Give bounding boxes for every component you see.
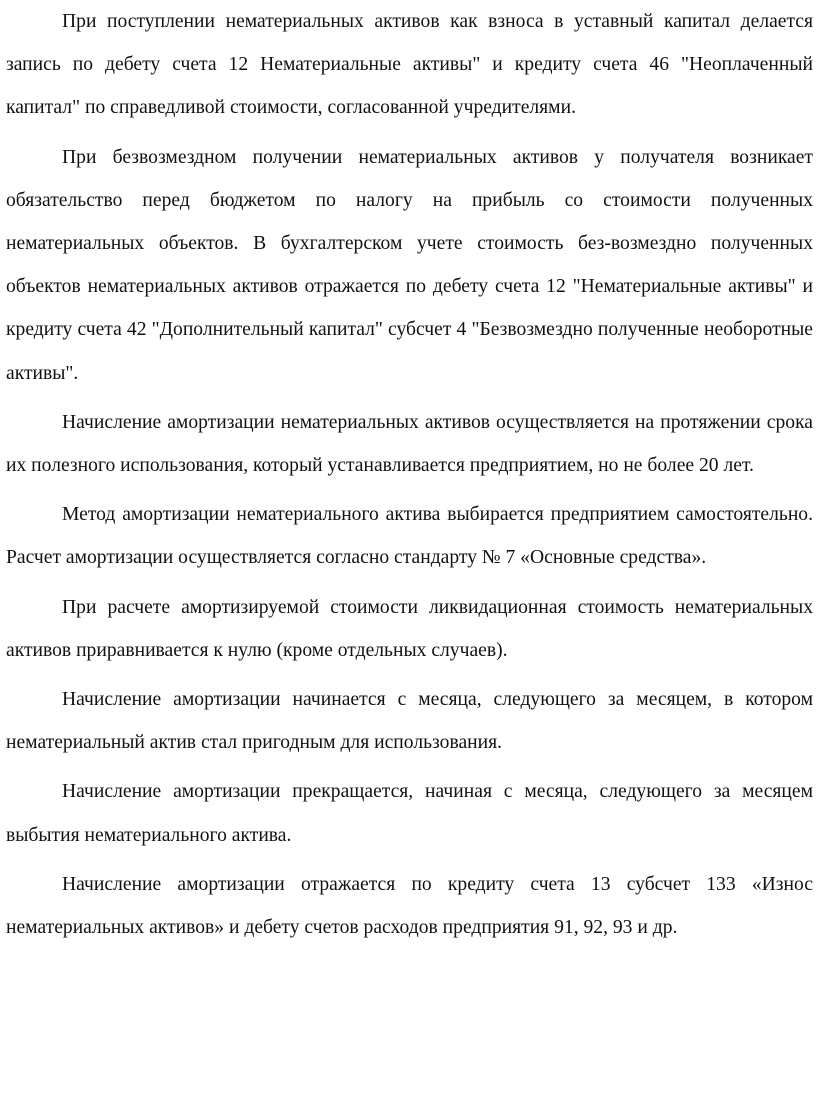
document-page [6, 0, 813, 949]
paragraph-free-receipt: При безвозмездном получении нематериальных активов у получателя возникает обязательство перед бюджетом по налогу на прибыль со стоимости полученных нематериальных объектов. В бухгалтерском учете стоимость без-возмездно полученных объектов нематериальных активов отражается по дебету счета 12 "Нематериальные активы" и кредиту счета 42 "Дополнительный капитал" субсчет 4 "Безвозмездно полученные необоротные активы". [6, 146, 813, 384]
paragraph-amortization-method: Метод амортизации нематериального актива выбирается предприятием самостоятельно. Расчет амортизации осуществляется согласно стандарту № 7 «Основные средства». [6, 504, 813, 569]
paragraph-contribution: При поступлении нематериальных активов как взноса в уставный капитал делается запись по дебету счета 12 Нематериальные активы" и кредиту счета 46 "Неоплаченный капитал" по справедливой стоимости, согласованной учредителями. [6, 11, 813, 119]
paragraph-amortization-entry: Начисление амортизации отражается по кредиту счета 13 субсчет 133 «Износ нематериальных активов» и дебету счетов расходов предприятия 91, 92, 93 и др. [6, 873, 813, 939]
paragraph-liquidation-value: При расчете амортизируемой стоимости ликвидационная стоимость нематериальных активов приравнивается к нулю (кроме отдельных случаев). [6, 596, 813, 661]
paragraph-amortization-start: Начисление амортизации начинается с месяца, следующего за месяцем, в котором нематериальный актив стал пригодным для использования. [6, 689, 813, 754]
paragraph-amortization-period: Начисление амортизации нематериальных активов осуществляется на протяжении срока их полезного использования, который устанавливается предприятием, но не более 20 лет. [6, 411, 813, 477]
paragraph-amortization-stop: Начисление амортизации прекращается, начиная с месяца, следующего за месяцем выбытия нематериального актива. [6, 781, 813, 846]
